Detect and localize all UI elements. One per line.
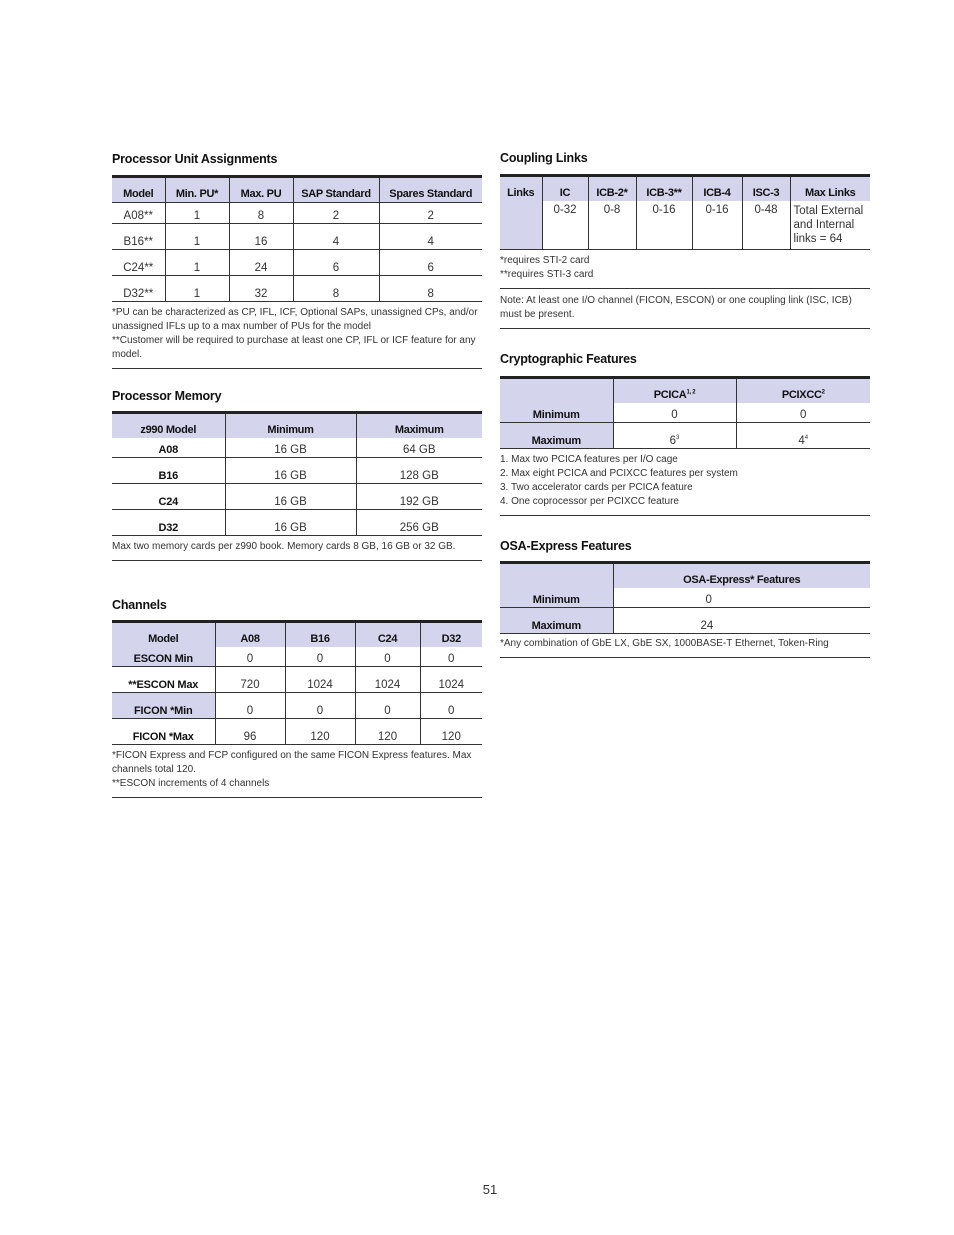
table-cell: 16 GB <box>225 510 356 536</box>
table-cell: 0 <box>613 588 870 608</box>
table-cell: C24** <box>112 250 165 276</box>
footnote-ref: 1, 2 <box>686 389 696 396</box>
osa-table <box>500 561 870 633</box>
column-header: Max Links <box>790 176 870 202</box>
table-cell: 16 GB <box>225 458 356 484</box>
table-row <box>112 203 482 224</box>
table-cell: 120 <box>355 719 420 745</box>
footnote: **ESCON increments of 4 channels <box>112 778 270 789</box>
processor-memory-title: Processor Memory <box>112 389 222 403</box>
footnote: 2. Max eight PCICA and PCIXCC features per system <box>500 468 738 479</box>
footnote: 3. Two accelerator cards per PCICA feature <box>500 482 693 493</box>
table-row <box>112 510 482 536</box>
table-cell: 0 <box>215 647 285 667</box>
column-header <box>736 378 870 404</box>
row-label: FICON *Max <box>112 719 215 745</box>
column-header: ICB-3** <box>636 176 692 202</box>
table-cell: 6 <box>379 250 482 276</box>
table-cell: 16 GB <box>225 438 356 458</box>
table-row <box>112 438 482 458</box>
column-header: C24 <box>355 622 420 648</box>
table-cell: A08** <box>112 203 165 224</box>
footnote: **Customer will be required to purchase at least one CP, IFL or ICF feature for any model. <box>112 335 476 360</box>
table-cell: 8 <box>379 276 482 302</box>
table-cell: 0 <box>355 693 420 719</box>
footnote: **requires STI-3 card <box>500 269 594 280</box>
header-text: PCICA <box>653 389 687 401</box>
table-cell: D32** <box>112 276 165 302</box>
table-cell: 120 <box>420 719 482 745</box>
table-cell: 96 <box>215 719 285 745</box>
column-header: B16 <box>285 622 355 648</box>
column-header: A08 <box>215 622 285 648</box>
table-cell: 1 <box>165 276 229 302</box>
table-cell: 24 <box>229 250 293 276</box>
channels-table <box>112 620 482 744</box>
table-cell: 64 GB <box>356 438 482 458</box>
column-header: Min. PU* <box>165 177 229 203</box>
table-cell: 0 <box>420 647 482 667</box>
footnote: Note: At least one I/O channel (FICON, ESCON) or one coupling link (ISC, ICB) must be present. <box>500 295 852 320</box>
coupling-links-title: Coupling Links <box>500 151 588 165</box>
row-label: C24 <box>112 484 225 510</box>
footnote-ref: 4 <box>804 435 809 442</box>
table-cell: 192 GB <box>356 484 482 510</box>
table-cell: 128 GB <box>356 458 482 484</box>
row-label: ESCON Min <box>112 647 215 667</box>
table-cell: Total External and Internal links = 64 <box>790 201 870 249</box>
table-row <box>500 201 870 249</box>
column-header <box>613 378 736 404</box>
column-header <box>500 563 613 589</box>
table-row <box>500 403 870 423</box>
table-cell: B16** <box>112 224 165 250</box>
footnote: *requires STI-2 card <box>500 255 590 266</box>
table-cell <box>736 423 870 449</box>
column-header: z990 Model <box>112 413 225 439</box>
table-cell: 0 <box>285 693 355 719</box>
footnote: 1. Max two PCICA features per I/O cage <box>500 454 678 465</box>
row-label: A08 <box>112 438 225 458</box>
channels-title: Channels <box>112 598 167 612</box>
column-header: Model <box>112 177 165 203</box>
table-cell: 0 <box>736 403 870 423</box>
table-row <box>112 693 482 719</box>
table-header-row <box>500 176 870 202</box>
row-label: D32 <box>112 510 225 536</box>
processor-unit-table <box>112 175 482 301</box>
table-cell: 0 <box>420 693 482 719</box>
header-text: PCIXCC <box>781 389 822 401</box>
row-label: Minimum <box>500 588 613 608</box>
column-header <box>500 378 613 404</box>
table-row <box>112 647 482 667</box>
table-cell: 1 <box>165 224 229 250</box>
footnote: *Any combination of GbE LX, GbE SX, 1000BASE-T Ethernet, Token-Ring <box>500 638 829 649</box>
column-header: ISC-3 <box>742 176 790 202</box>
row-label: Maximum <box>500 608 613 634</box>
osa-title: OSA-Express Features <box>500 539 632 553</box>
coupling-links-note <box>500 289 870 329</box>
processor-unit-notes <box>112 301 482 369</box>
table-cell: 6 <box>293 250 379 276</box>
page-number: 51 <box>482 1182 498 1197</box>
footnote-ref: 2 <box>821 389 825 396</box>
table-cell: 0 <box>613 403 736 423</box>
table-cell: 0 <box>355 647 420 667</box>
coupling-links-table <box>500 174 870 249</box>
table-cell: 2 <box>379 203 482 224</box>
table-cell: 1024 <box>285 667 355 693</box>
table-cell: 720 <box>215 667 285 693</box>
table-row <box>112 276 482 302</box>
table-header-row <box>500 563 870 589</box>
table-row <box>112 719 482 745</box>
cell-value: 6 <box>669 435 677 447</box>
crypto-notes <box>500 448 870 516</box>
table-cell: 2 <box>293 203 379 224</box>
table-cell: 0 <box>215 693 285 719</box>
column-header: Links <box>500 176 542 202</box>
column-header: ICB-2* <box>588 176 636 202</box>
channels-section <box>112 596 482 798</box>
table-row <box>500 608 870 634</box>
table-cell: 0-16 <box>636 201 692 249</box>
row-label: Minimum <box>500 403 613 423</box>
table-header-row <box>112 177 482 203</box>
table-header-row <box>112 622 482 648</box>
osa-section <box>500 537 870 658</box>
table-cell: 16 <box>229 224 293 250</box>
table-cell <box>613 423 736 449</box>
column-header: SAP Standard <box>293 177 379 203</box>
table-cell: 120 <box>285 719 355 745</box>
table-cell: 4 <box>379 224 482 250</box>
table-cell: 4 <box>293 224 379 250</box>
column-header: Max. PU <box>229 177 293 203</box>
column-header: Model <box>112 622 215 648</box>
table-cell: 1 <box>165 203 229 224</box>
table-row <box>112 484 482 510</box>
table-row <box>500 423 870 449</box>
crypto-section <box>500 350 870 516</box>
footnote: Max two memory cards per z990 book. Memory cards 8 GB, 16 GB or 32 GB. <box>112 541 456 552</box>
table-cell: 0-32 <box>542 201 588 249</box>
processor-memory-notes <box>112 535 482 561</box>
crypto-table <box>500 376 870 448</box>
column-header: IC <box>542 176 588 202</box>
table-cell: 0 <box>285 647 355 667</box>
table-cell: 0-16 <box>692 201 742 249</box>
osa-notes <box>500 633 870 658</box>
table-cell: 0-48 <box>742 201 790 249</box>
table-cell: 256 GB <box>356 510 482 536</box>
column-header: OSA-Express* Features <box>613 563 870 589</box>
table-row <box>112 458 482 484</box>
column-header: Spares Standard <box>379 177 482 203</box>
row-label: FICON *Min <box>112 693 215 719</box>
table-cell: 8 <box>229 203 293 224</box>
processor-memory-section <box>112 387 482 561</box>
row-label <box>500 201 542 249</box>
table-row <box>112 667 482 693</box>
column-header: ICB-4 <box>692 176 742 202</box>
column-header: D32 <box>420 622 482 648</box>
processor-unit-title: Processor Unit Assignments <box>112 152 278 166</box>
table-cell: 0-8 <box>588 201 636 249</box>
row-label: B16 <box>112 458 225 484</box>
table-row <box>112 224 482 250</box>
processor-memory-table <box>112 411 482 535</box>
column-header: Minimum <box>225 413 356 439</box>
footnote: *PU can be characterized as CP, IFL, ICF, Optional SAPs, unassigned CPs, and/or unassigned IFLs up to a max number of PUs for the model <box>112 307 478 332</box>
table-cell: 32 <box>229 276 293 302</box>
footnote: *FICON Express and FCP configured on the same FICON Express features. Max channels total 120. <box>112 750 472 775</box>
table-cell: 24 <box>613 608 870 634</box>
table-cell: 1024 <box>420 667 482 693</box>
table-cell: 1 <box>165 250 229 276</box>
table-row <box>500 588 870 608</box>
footnote-ref: 3 <box>676 435 680 442</box>
channels-notes <box>112 744 482 798</box>
cell-value: 4 <box>798 435 805 447</box>
table-header-row <box>112 413 482 439</box>
crypto-title: Cryptographic Features <box>500 352 637 366</box>
table-header-row <box>500 378 870 404</box>
row-label: Maximum <box>500 423 613 449</box>
processor-unit-section <box>112 150 482 369</box>
table-cell: 8 <box>293 276 379 302</box>
table-row <box>112 250 482 276</box>
row-label: **ESCON Max <box>112 667 215 693</box>
table-cell: 1024 <box>355 667 420 693</box>
footnote: 4. One coprocessor per PCIXCC feature <box>500 496 679 507</box>
table-cell: 16 GB <box>225 484 356 510</box>
coupling-links-notes <box>500 249 870 289</box>
coupling-links-section <box>500 149 870 329</box>
column-header: Maximum <box>356 413 482 439</box>
